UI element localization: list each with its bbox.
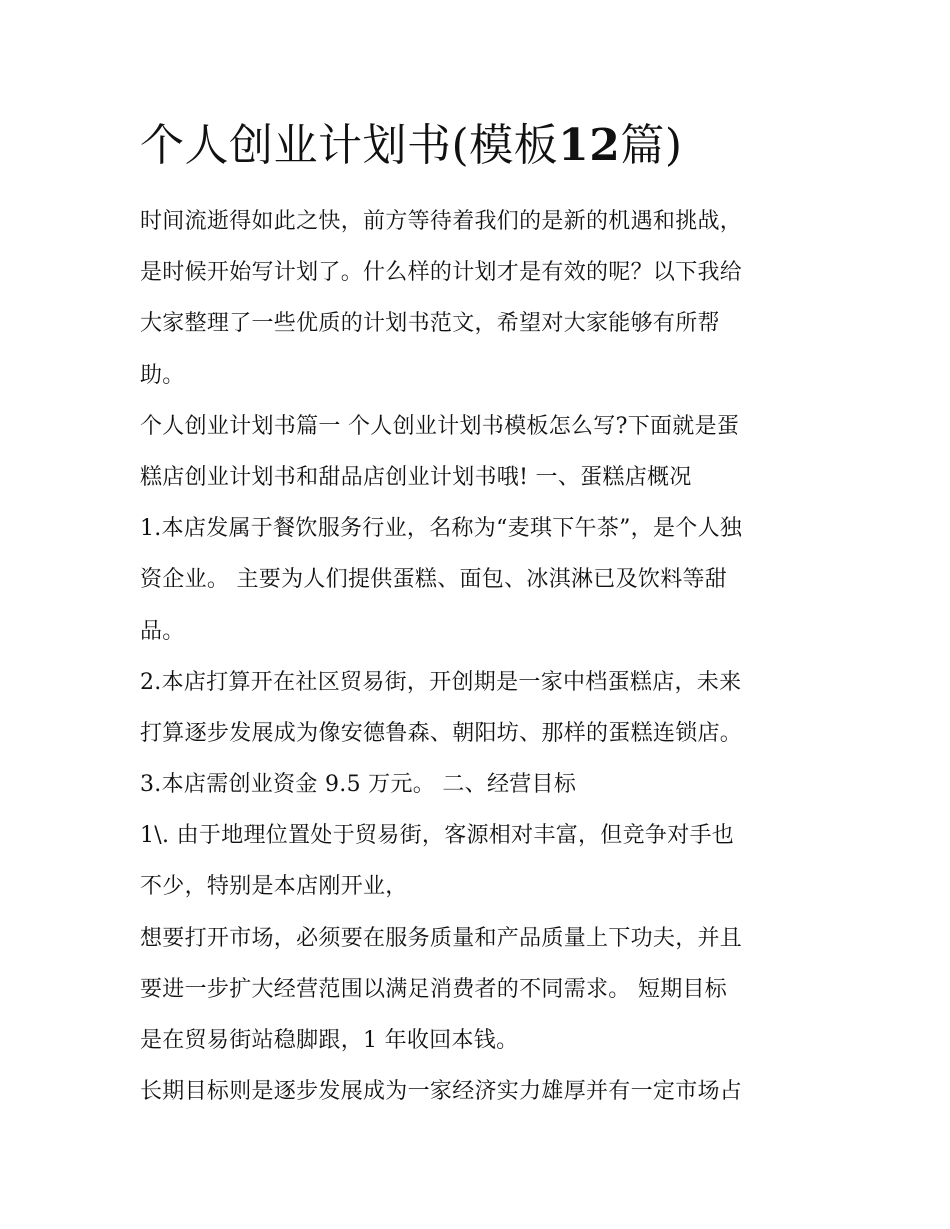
text-line: 资企业。 主要为人们提供蛋糕、面包、冰淇淋已及饮料等甜 — [140, 567, 728, 593]
text-line: 糕店创业计划书和甜品店创业计划书哦! 一、蛋糕店概况 — [140, 464, 692, 490]
text-line: 打算逐步发展成为像安德鲁森、朝阳坊、那样的蛋糕连锁店。 — [140, 720, 743, 746]
text-line: 想要打开市场，必须要在服务质量和产品质量上下功夫，并且 — [140, 925, 743, 951]
text-line: 3.本店需创业资金 9.5 万元。 二、经营目标 — [140, 772, 577, 798]
text-line: 1.本店发属于餐饮服务行业，名称为“麦琪下午茶”，是个人独 — [140, 516, 743, 542]
title-end-text: 篇) — [620, 120, 683, 171]
document-body — [140, 196, 820, 1117]
text-line: 1\. 由于地理位置处于贸易街，客源相对丰富，但竞争对手也 — [140, 823, 735, 849]
text-line: 个人创业计划书篇一 个人创业计划书模板怎么写?下面就是蛋 — [140, 413, 740, 439]
text-line: 时间流逝得如此之快，前方等待着我们的是新的机遇和挑战， — [140, 209, 743, 234]
text-line: 不少，特别是本店刚开业， — [140, 874, 408, 900]
text-line: 大家整理了一些优质的计划书范文，希望对大家能够有所帮 — [140, 311, 720, 337]
title-main-text: 个人创业计划书(模板 — [140, 120, 559, 171]
text-line: 长期目标则是逐步发展成为一家经济实力雄厚并有一定市场占 — [140, 1079, 743, 1105]
text-line: 品。 — [140, 618, 185, 644]
title-number: 12 — [558, 120, 621, 171]
text-line: 要进一步扩大经营范围以满足消费者的不同需求。 短期目标 — [140, 976, 728, 1002]
text-line: 是时候开始写计划了。什么样的计划才是有效的呢？以下我给 — [140, 260, 743, 286]
text-line: 助。 — [140, 362, 185, 388]
document-title — [140, 114, 683, 178]
text-line: 2.本店打算开在社区贸易街，开创期是一家中档蛋糕店，未来 — [140, 669, 742, 695]
text-line: 是在贸易街站稳脚跟，1 年收回本钱。 — [140, 1028, 519, 1053]
